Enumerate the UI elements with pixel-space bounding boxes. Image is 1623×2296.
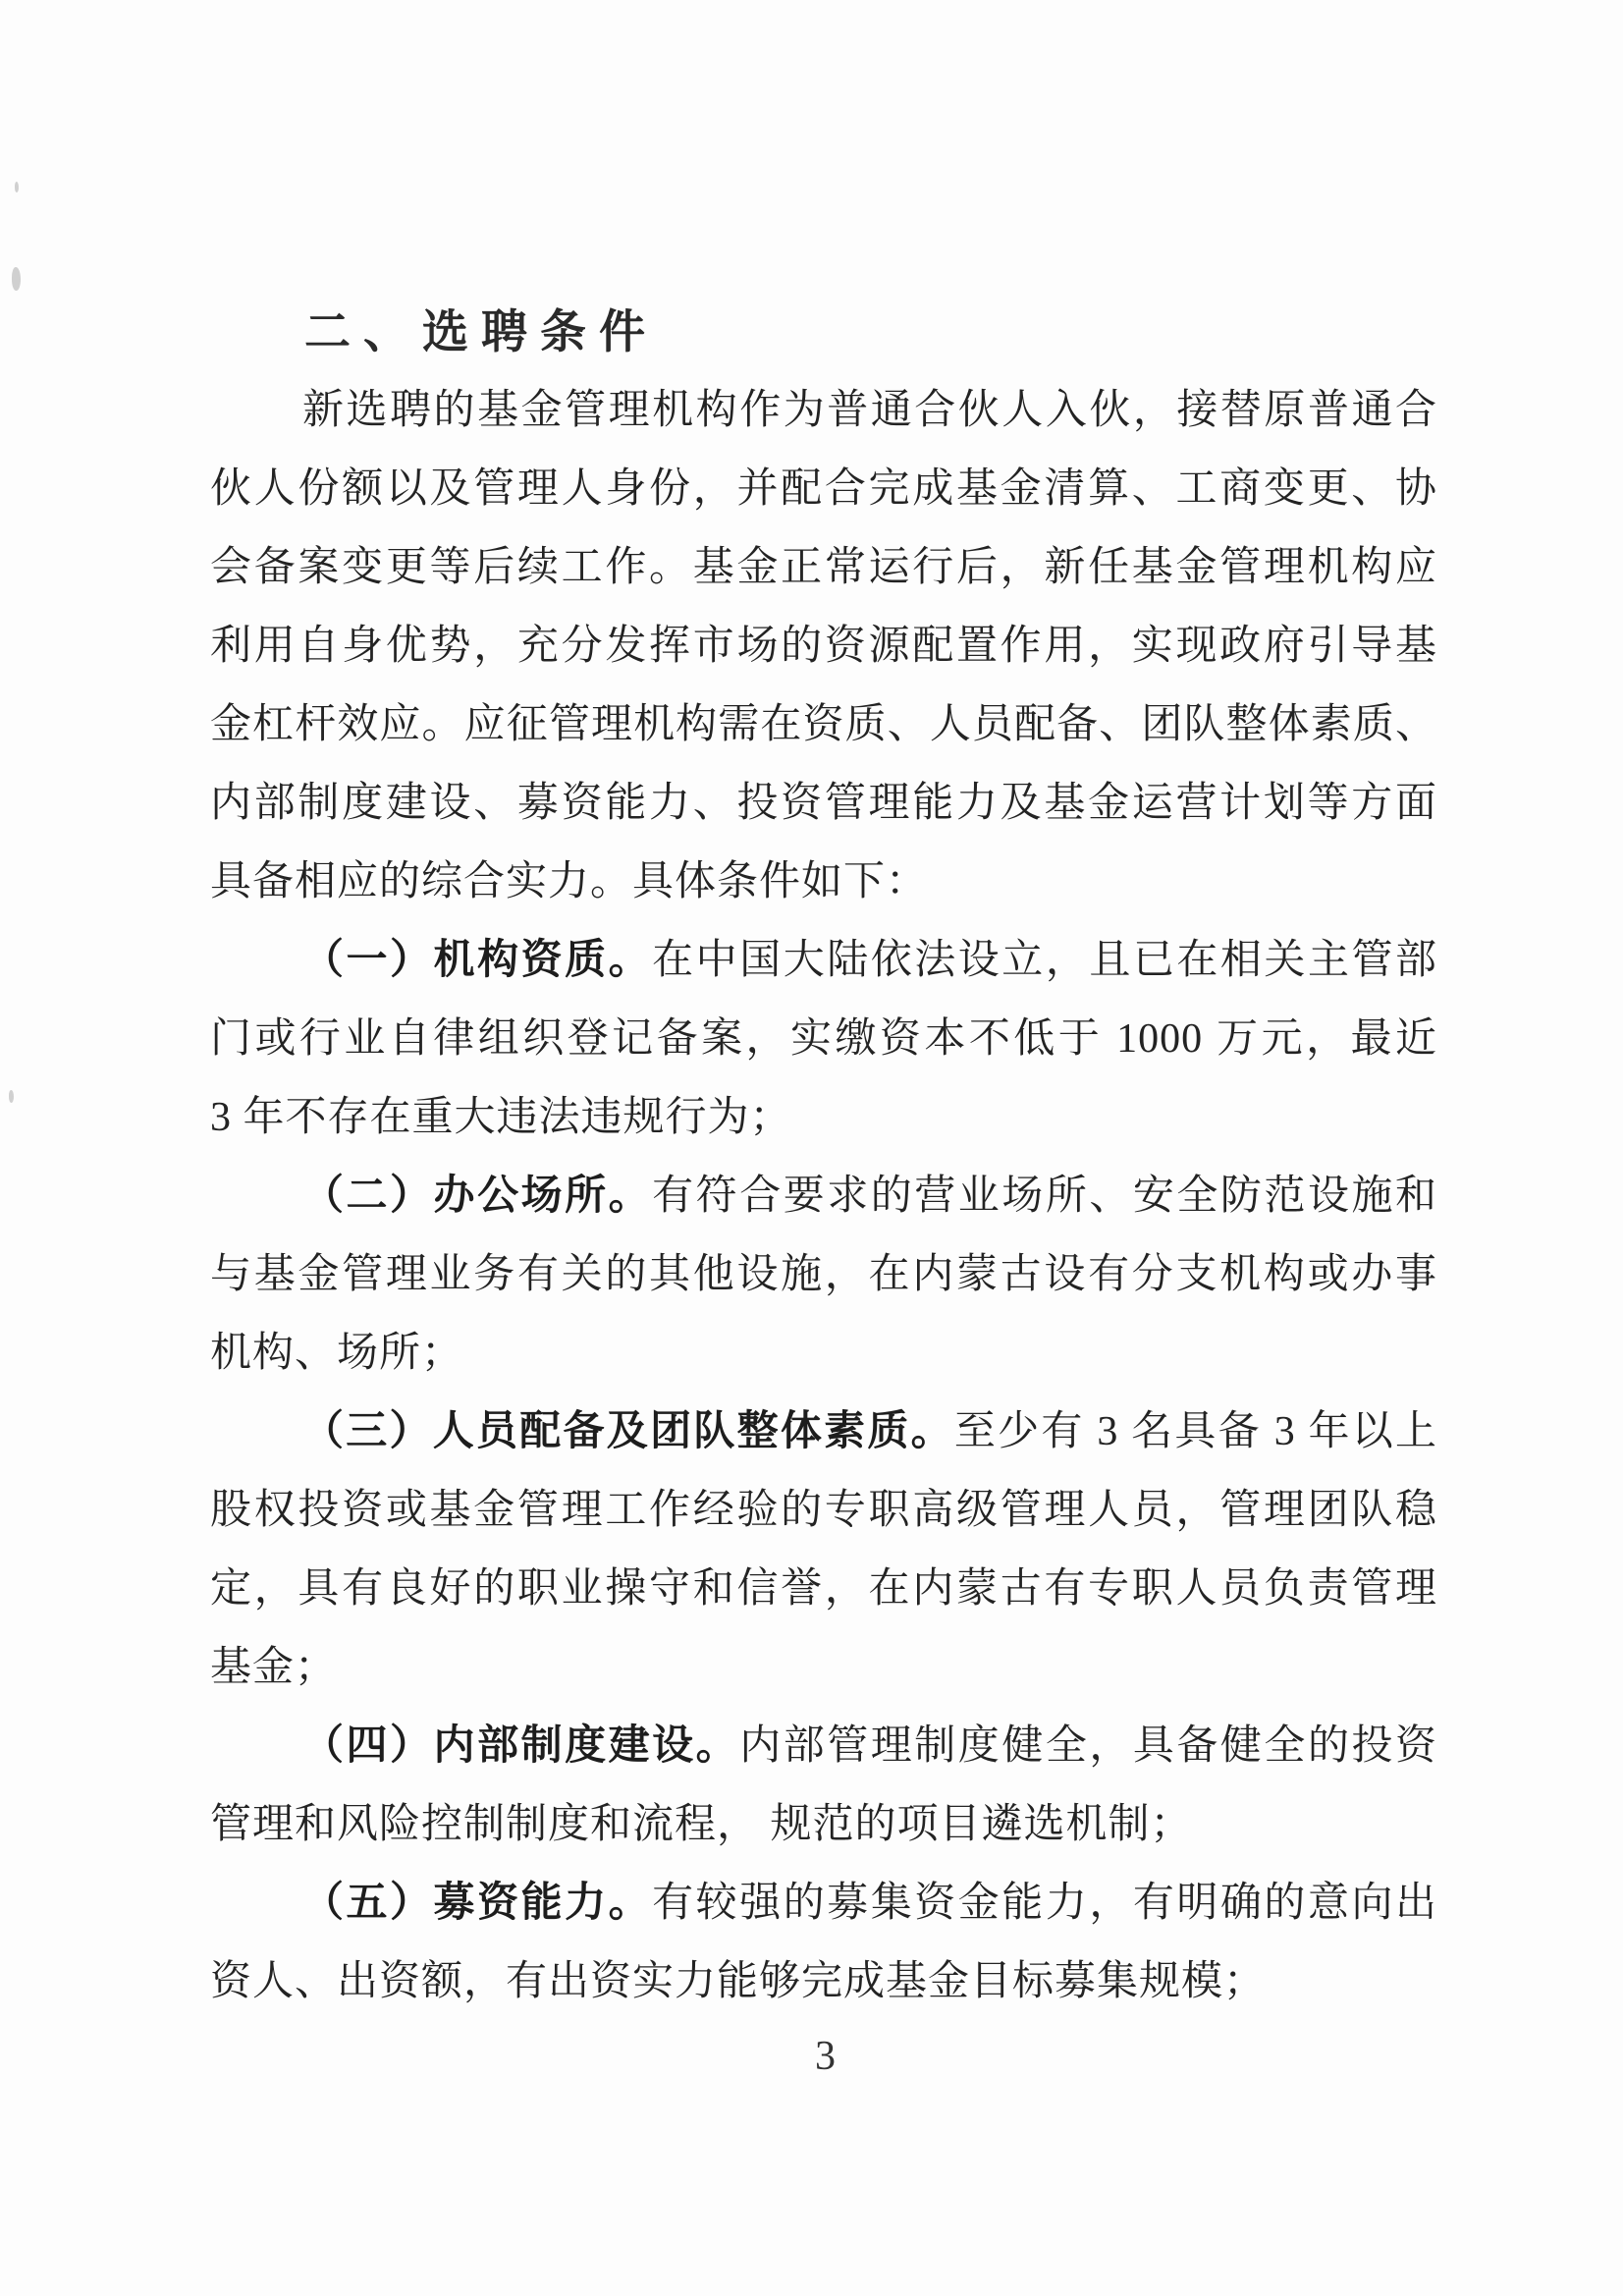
text-line: 利用自身优势，充分发挥市场的资源配置作用，实现政府引导基	[210, 624, 1437, 669]
text-column	[210, 293, 1437, 2021]
scan-speck	[12, 267, 21, 291]
text-line: 会备案变更等后续工作。基金正常运行后，新任基金管理机构应	[210, 545, 1437, 590]
text-line: 内部制度建设、募资能力、投资管理能力及基金运营计划等方面	[210, 781, 1437, 826]
text-line: 管理和风险控制制度和流程， 规范的项目遴选机制；	[210, 1802, 1193, 1847]
clause-title: （四）内部制度建设。	[302, 1723, 740, 1769]
text-line: 股权投资或基金管理工作经验的专职高级管理人员，管理团队稳	[210, 1488, 1437, 1533]
text-line: 与基金管理业务有关的其他设施，在内蒙古设有分支机构或办事	[210, 1252, 1437, 1297]
text-line: 基金；	[210, 1645, 338, 1690]
text-line: 3 年不存在重大违法违规行为；	[210, 1095, 792, 1140]
text-line: 金杠杆效应。应征管理机构需在资质、人员配备、团队整体素质、	[210, 702, 1437, 747]
text-line: （二）办公场所。有符合要求的营业场所、安全防范设施和	[302, 1174, 1437, 1219]
scan-speck	[15, 182, 19, 192]
text-line: （四）内部制度建设。内部管理制度健全，具备健全的投资	[302, 1723, 1437, 1769]
page-number: 3	[815, 2034, 836, 2079]
text-line: 新选聘的基金管理机构作为普通合伙人入伙，接替原普通合	[302, 388, 1437, 433]
clause-title: （二）办公场所。	[302, 1174, 653, 1219]
clause-title: （三）人员配备及团队整体素质。	[302, 1409, 954, 1454]
clause-title: （一）机构资质。	[302, 938, 653, 983]
text-line: 定，具有良好的职业操守和信誉，在内蒙古有专职人员负责管理	[210, 1566, 1437, 1612]
text-line: 资人、出资额，有出资实力能够完成基金目标募集规模；	[210, 1959, 1267, 2004]
text-line: 具备相应的综合实力。具体条件如下：	[210, 859, 929, 904]
text-line: （一）机构资质。在中国大陆依法设立，且已在相关主管部	[302, 938, 1437, 983]
clause-title: （五）募资能力。	[302, 1881, 653, 1926]
scan-speck	[9, 1090, 14, 1103]
section-heading: 二、选聘条件	[304, 305, 658, 357]
text-line: 门或行业自律组织登记备案，实缴资本不低于 1000 万元，最近	[210, 1016, 1437, 1062]
text-line: 机构、场所；	[210, 1331, 464, 1376]
document-body	[210, 371, 1437, 2021]
text-line: 伙人份额以及管理人身份，并配合完成基金清算、工商变更、协	[210, 466, 1437, 512]
text-line: （五）募资能力。有较强的募集资金能力，有明确的意向出	[302, 1881, 1437, 1926]
text-line: （三）人员配备及团队整体素质。至少有 3 名具备 3 年以上	[302, 1409, 1437, 1454]
